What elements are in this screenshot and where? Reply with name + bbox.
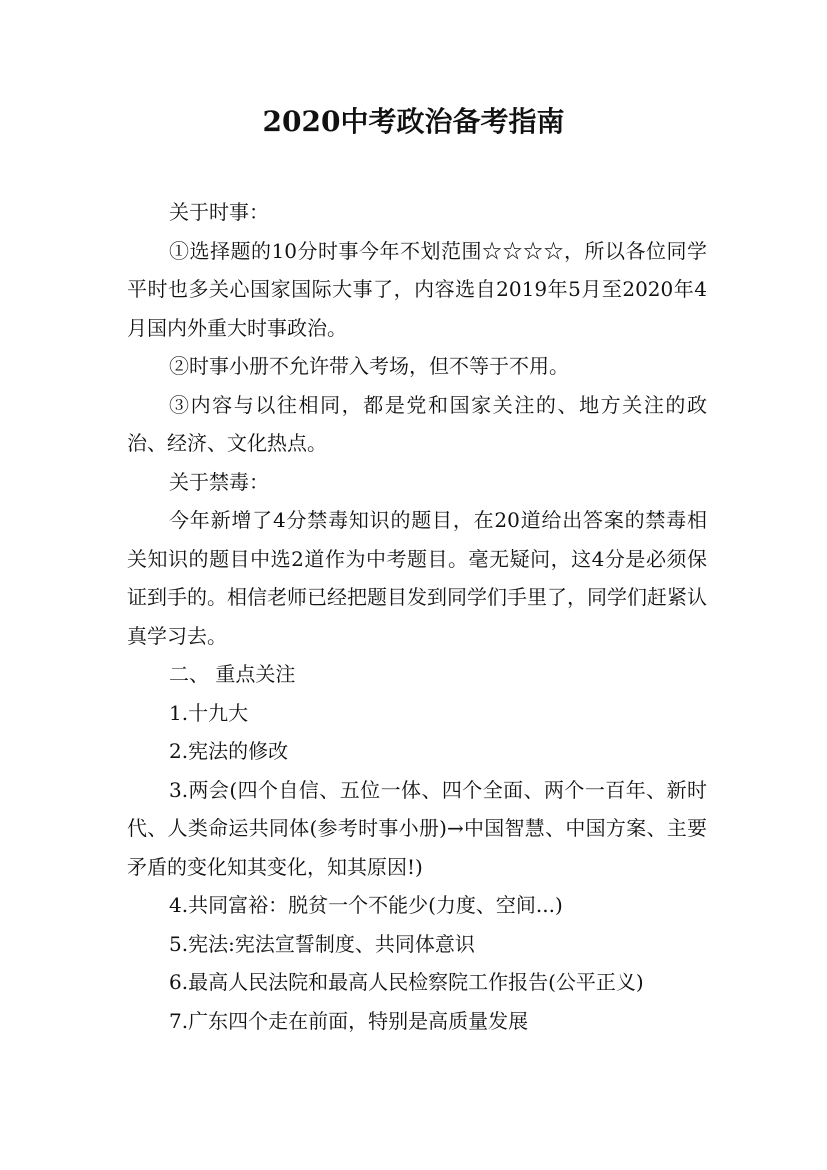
section-heading-current-affairs: 关于时事：: [169, 200, 269, 224]
document-title: 2020中考政治备考指南: [262, 105, 565, 138]
list-item-6: 6.最高人民法院和最高人民检察院工作报告(公平正义): [169, 970, 644, 994]
list-item-5: 5.宪法:宪法宣誓制度、共同体意识: [169, 931, 475, 956]
paragraph-current-affairs-1: ①选择题的10分时事今年不划范围☆☆☆☆，所以各位同学平时也多关心国家国际大事了，内容选自2019年5月至2020年4月国内外重大时事政治。: [127, 238, 707, 340]
list-item-7: 7.广东四个走在前面，特别是高质量发展: [169, 1008, 529, 1033]
list-item-1: 1.十九大: [169, 700, 249, 725]
list-item-4: 4.共同富裕：脱贫一个不能少(力度、空间...): [169, 893, 563, 917]
document-body: [127, 193, 707, 1040]
list-item-2: 2.宪法的修改: [169, 739, 289, 763]
list-item-3: 3.两会(四个自信、五位一体、四个全面、两个一百年、新时代、人类命运共同体(参考时事小册)→中国智慧、中国方案、主要矛盾的变化知其变化，知其原因!): [127, 777, 707, 879]
paragraph-current-affairs-3: ③内容与以往相同，都是党和国家关注的、地方关注的政治、经济、文化热点。: [127, 392, 707, 455]
section-heading-key-focus: 二、 重点关注: [169, 662, 296, 686]
paragraph-anti-drug: 今年新增了4分禁毒知识的题目，在20道给出答案的禁毒相关知识的题目中选2道作为中考题目。毫无疑问，这4分是必须保证到手的。相信老师已经把题目发到同学们手里了，同学们赶紧认真学习去。: [127, 508, 707, 648]
section-heading-anti-drug: 关于禁毒：: [169, 469, 269, 494]
paragraph-current-affairs-2: ②时事小册不允许带入考场，但不等于不用。: [169, 354, 569, 378]
